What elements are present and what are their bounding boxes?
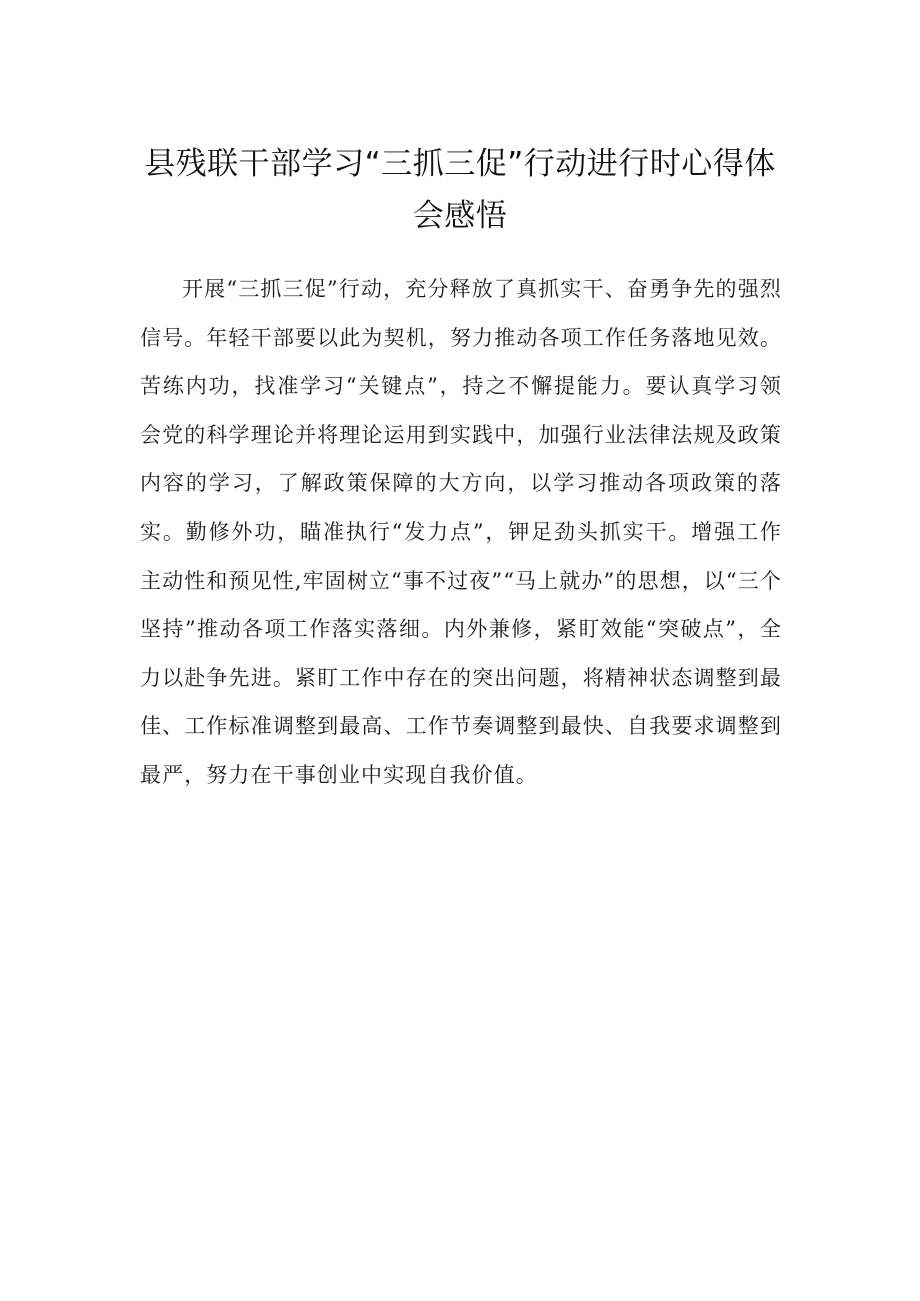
document-title: 县残联干部学习“三抓三促”行动进行时心得体会感悟 bbox=[144, 146, 776, 234]
body-paragraph: 开展“三抓三促”行动，充分释放了真抓实干、奋勇争先的强烈信号。年轻干部要以此为契机，努力推动各项工作任务落地见效。苦练内功，找准学习“关键点”，持之不懈提能力。要认真学习领会党的科学理论并将理论运用到实践中，加强行业法律法规及政策内容的学习，了解政策保障的大方向，以学习推动各项政策的落实。勤修外功，瞄准执行“发力点”，钾足劲头抓实干。增强工作主动性和预见性,牢固树立“事不过夜”“马上就办”的思想，以“三个坚持”推动各项工作落实落细。内外兼修，紧盯效能“突破点”，全力以赴争先进。紧盯工作中存在的突出问题，将精神状态调整到最佳、工作标准调整到最高、工作节奏调整到最快、自我要求调整到最严，努力在干事创业中实现自我价值。 bbox=[140, 277, 782, 787]
